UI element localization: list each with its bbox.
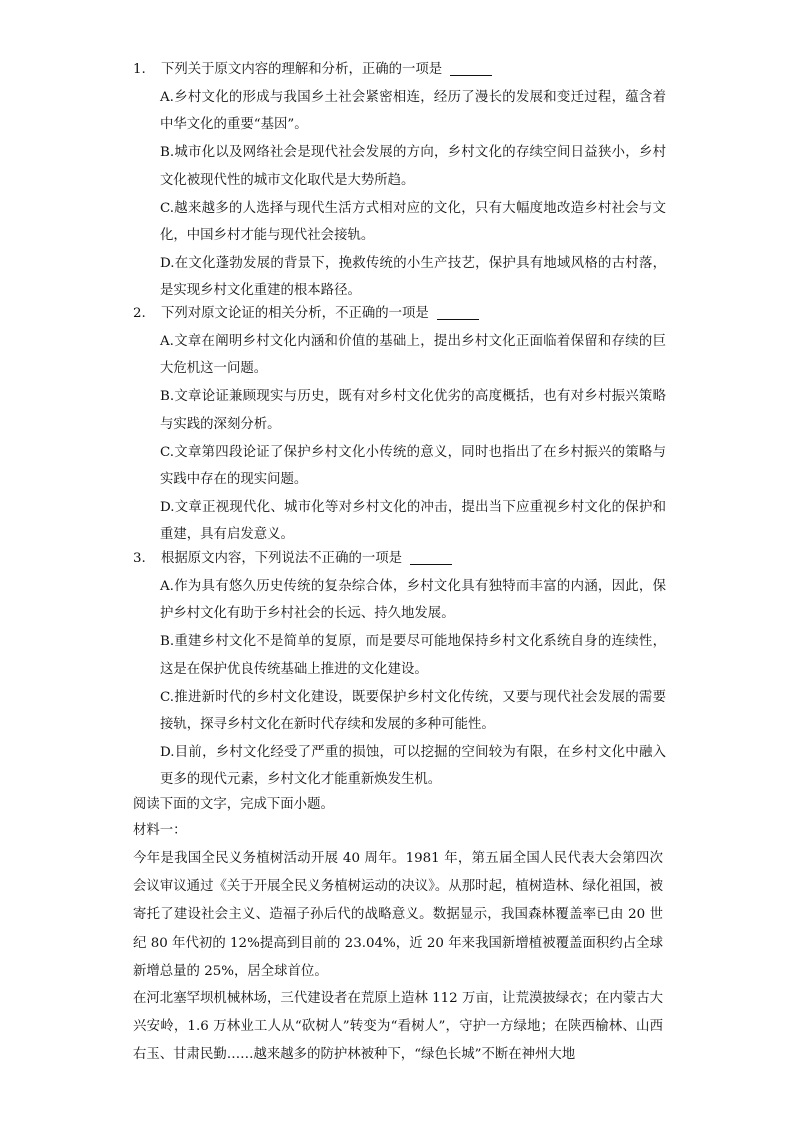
question-stem: 下列对原文论证的相关分析，不正确的一项是 xyxy=(161,301,479,327)
option-c: C.推进新时代的乡村文化建设，既要保护乡村文化传统，又要与现代社会发展的需要接轨，探寻乡村文化在新时代存续和发展的多种可能性。 xyxy=(160,689,666,733)
option-d: D.在文化蓬勃发展的背景下，挽救传统的小生产技艺，保护具有地域风格的古村落，是实现乡村文化重建的根本路径。 xyxy=(160,256,666,299)
option-a: A.作为具有悠久历史传统的复杂综合体，乡村文化具有独特而丰富的内涵，因此，保护乡村文化有助于乡村社会的长远、持久地发展。 xyxy=(160,579,666,622)
question-header xyxy=(133,546,673,572)
answer-blank xyxy=(437,318,479,320)
option-d: D.文章正视现代化、城市化等对乡村文化的冲击，提出当下应重视乡村文化的保护和重建，具有启发意义。 xyxy=(160,500,666,543)
answer-blank xyxy=(450,74,492,76)
option-a: A.乡村文化的形成与我国乡土社会紧密相连，经历了漫长的发展和变迁过程，蕴含着中华文化的重要“基因”。 xyxy=(160,90,666,133)
answer-blank xyxy=(410,563,452,565)
question-number: 3. xyxy=(133,551,146,566)
question-1 xyxy=(133,57,673,305)
question-3 xyxy=(133,546,673,794)
material-label: 材料一： xyxy=(133,823,187,838)
option-d: D.目前，乡村文化经受了严重的损蚀，可以挖掘的空间较为有限，在乡村文化中融入更多的现代元素，乡村文化才能重新焕发生机。 xyxy=(160,745,666,788)
question-2 xyxy=(133,301,673,549)
question-number: 1. xyxy=(133,62,146,77)
question-stem: 根据原文内容，下列说法不正确的一项是 xyxy=(161,546,452,572)
question-header xyxy=(133,301,673,327)
question-number: 2. xyxy=(133,306,146,321)
material-paragraph-1: 今年是我国全民义务植树活动开展 40 周年。1981 年，第五届全国人民代表大会第四次会议审议通过《关于开展全民义务植树运动的决议》。从那时起，植树造林、绿化祖国，被寄托了建设社会主义、造福子孙后代的战略意义。数据显示，我国森林覆盖率已由 20 世纪 80 年代初的 12%提高到目前的 23.04%，近 20 年来我国新增植被覆盖面积约占全球新增总量的 25%，居全球首位。 xyxy=(133,851,663,979)
option-c: C.越来越多的人选择与现代生活方式相对应的文化，只有大幅度地改造乡村社会与文化，中国乡村才能与现代社会接轨。 xyxy=(160,200,666,244)
option-b: B.文章论证兼顾现实与历史，既有对乡村文化优劣的高度概括，也有对乡村振兴策略与实践的深刻分析。 xyxy=(160,389,666,432)
option-a: A.文章在阐明乡村文化内涵和价值的基础上，提出乡村文化正面临着保留和存续的巨大危机这一问题。 xyxy=(160,334,666,377)
reading-instruction: 阅读下面的文字，完成下面小题。 xyxy=(133,797,334,812)
material-paragraph-2: 在河北塞罕坝机械林场，三代建设者在荒原上造林 112 万亩，让荒漠披绿衣；在内蒙古大兴安岭，1.6 万林业工人从“砍树人”转变为“看树人”，守护一方绿地；在陕西榆林、山西右玉、甘肃民勤……越来越多的防护林被种下，“绿色长城”不断在神州大地 xyxy=(133,991,663,1063)
option-b: B.城市化以及网络社会是现代社会发展的方向，乡村文化的存续空间日益狭小，乡村文化被现代性的城市文化取代是大势所趋。 xyxy=(160,145,666,188)
question-header xyxy=(133,57,673,83)
question-stem: 下列关于原文内容的理解和分析，正确的一项是 xyxy=(161,57,492,83)
option-c: C.文章第四段论证了保护乡村文化小传统的意义，同时也指出了在乡村振兴的策略与实践中存在的现实问题。 xyxy=(160,444,666,488)
option-b: B.重建乡村文化不是简单的复原，而是要尽可能地保持乡村文化系统自身的连续性，这是在保护优良传统基础上推进的文化建设。 xyxy=(160,634,666,677)
